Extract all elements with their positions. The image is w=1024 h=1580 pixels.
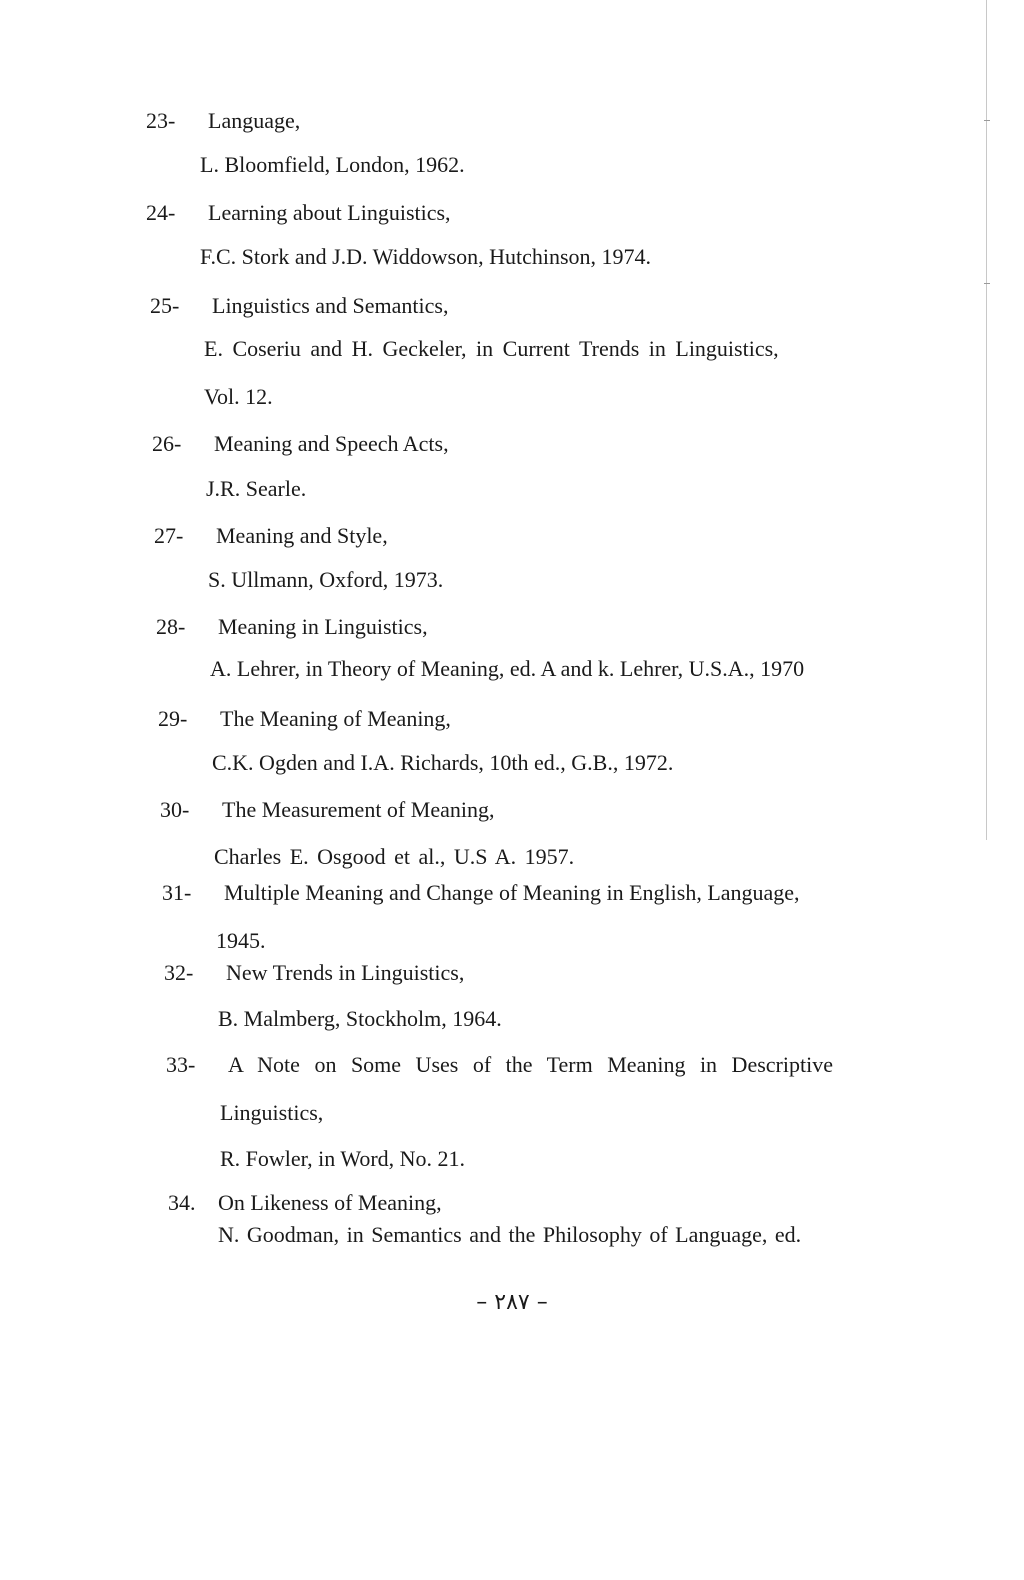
page-number: – ٢٨٧ – — [476, 1290, 548, 1315]
entry-30-detail: Charles E. Osgood et al., U.S A. 1957. — [214, 844, 575, 869]
entry-27-detail: S. Ullmann, Oxford, 1973. — [208, 567, 444, 592]
entry-number: 32- — [164, 960, 194, 985]
entry-25-title-line — [150, 293, 448, 319]
entry-33-detail: Linguistics, — [220, 1100, 324, 1125]
entry-title: Meaning in Linguistics, — [218, 614, 428, 639]
entry-number: 24- — [146, 200, 176, 225]
entry-title: Multiple Meaning and Change of Meaning in English, Language, — [224, 880, 800, 905]
scan-edge-tick — [984, 120, 990, 121]
entry-34-detail: N. Goodman, in Semantics and the Philosophy of Language, ed. — [218, 1222, 802, 1247]
entry-24-detail: F.C. Stork and J.D. Widdowson, Hutchinson, 1974. — [200, 244, 652, 269]
entry-number: 23- — [146, 108, 176, 133]
entry-title: A Note on Some Uses of the Term Meaning in Descriptive — [228, 1052, 833, 1077]
entry-number: 28- — [156, 614, 186, 639]
entry-23-title-line — [146, 108, 300, 134]
entry-28-detail: A. Lehrer, in Theory of Meaning, ed. A and k. Lehrer, U.S.A., 1970 — [210, 656, 805, 681]
entry-24-title-line — [146, 200, 451, 226]
entry-title: The Measurement of Meaning, — [222, 797, 495, 822]
entry-title: The Meaning of Meaning, — [220, 706, 451, 731]
entry-number: 29- — [158, 706, 188, 731]
scan-edge-tick — [984, 283, 990, 284]
entry-title: Language, — [208, 108, 301, 133]
entry-32-title-line — [164, 960, 464, 986]
entry-title: Linguistics and Semantics, — [212, 293, 449, 318]
entry-33-title-line — [166, 1052, 833, 1078]
scan-edge-line — [986, 0, 987, 840]
entry-28-title-line — [156, 614, 428, 640]
entry-23-detail: L. Bloomfield, London, 1962. — [200, 152, 465, 177]
entry-34-title-line — [168, 1190, 442, 1216]
entry-title: Meaning and Speech Acts, — [214, 431, 449, 456]
entry-number: 34. — [168, 1190, 196, 1215]
entry-number: 33- — [166, 1052, 196, 1077]
entry-30-title-line — [160, 797, 494, 823]
entry-31-detail: 1945. — [216, 928, 266, 953]
entry-number: 31- — [162, 880, 192, 905]
entry-25-detail: E. Coseriu and H. Geckeler, in Current Trends in Linguistics, — [204, 336, 779, 361]
entry-27-title-line — [154, 523, 388, 549]
entry-number: 25- — [150, 293, 180, 318]
entry-25-detail: Vol. 12. — [204, 384, 273, 409]
entry-title: Meaning and Style, — [216, 523, 388, 548]
entry-29-title-line — [158, 706, 451, 732]
entry-29-detail: C.K. Ogden and I.A. Richards, 10th ed., G.B., 1972. — [212, 750, 674, 775]
entry-26-title-line — [152, 431, 449, 457]
entry-title: On Likeness of Meaning, — [218, 1190, 442, 1215]
entry-31-title-line — [162, 880, 800, 906]
entry-32-detail: B. Malmberg, Stockholm, 1964. — [218, 1006, 502, 1031]
entry-number: 30- — [160, 797, 190, 822]
entry-33-detail: R. Fowler, in Word, No. 21. — [220, 1146, 466, 1171]
entry-title: Learning about Linguistics, — [208, 200, 451, 225]
entry-number: 26- — [152, 431, 182, 456]
entry-title: New Trends in Linguistics, — [226, 960, 465, 985]
entry-number: 27- — [154, 523, 184, 548]
entry-26-detail: J.R. Searle. — [206, 476, 307, 501]
